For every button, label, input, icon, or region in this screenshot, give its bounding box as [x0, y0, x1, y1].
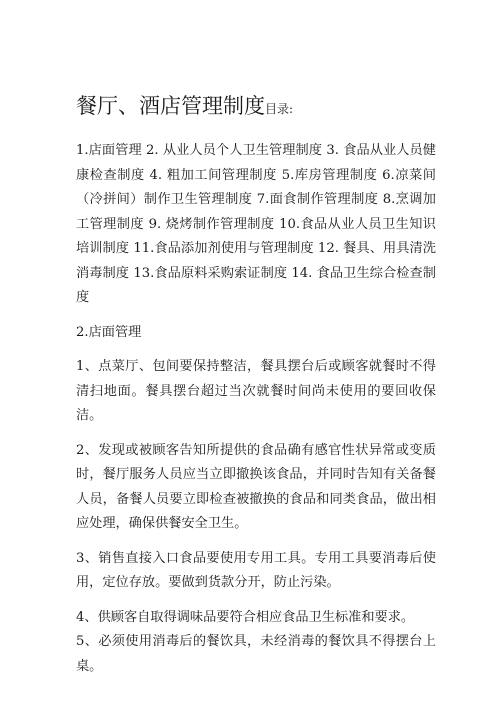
document-title-suffix: 目录:	[265, 102, 294, 116]
document-page	[76, 92, 436, 679]
paragraph-2: 2、发现或被顾客告知所提供的食品确有感官性状异常或变质时，餐厅服务人员应当立即撤换该食品，并同时告知有关备餐人员，备餐人员要立即检查被撤换的食品和同类食品，做出相应处理，确保供餐安全卫生。	[76, 442, 436, 531]
table-of-contents: 1.店面管理 2. 从业人员个人卫生管理制度 3. 食品从业人员健康检查制度 4. 粗加工间管理制度 5.库房管理制度 6.凉菜间（冷拼间）制作卫生管理制度 7.面食制作管理制度 8.烹调加工管理制度 9. 烧烤制作管理制度 10.食品从业人员卫生知识培训制度 11.食品添加剂使用与管理制度 12. 餐具、用具清洗消毒制度 13.食品原料采购索证制度 14. 食品卫生综合检查制度	[76, 143, 436, 305]
paragraph-4: 4、供顾客自取得调味品要符合相应食品卫生标准和要求。	[76, 609, 415, 625]
paragraph-1: 1、点菜厅、包间要保持整洁，餐具摆台后或顾客就餐时不得清扫地面。餐具摆台超过当次就餐时间尚未使用的要回收保洁。	[76, 359, 436, 423]
document-title	[76, 92, 436, 123]
paragraph-5: 5、必须使用消毒后的餐饮具，未经消毒的餐饮具不得摆台上桌。	[76, 634, 436, 674]
document-title-main: 餐厅、酒店管理制度	[76, 94, 265, 118]
paragraph-3: 3、销售直接入口食品要使用专用工具。专用工具要消毒后使用，定位存放。要做到货款分开，防止污染。	[76, 550, 436, 590]
section-heading: 2.店面管理	[76, 324, 142, 340]
